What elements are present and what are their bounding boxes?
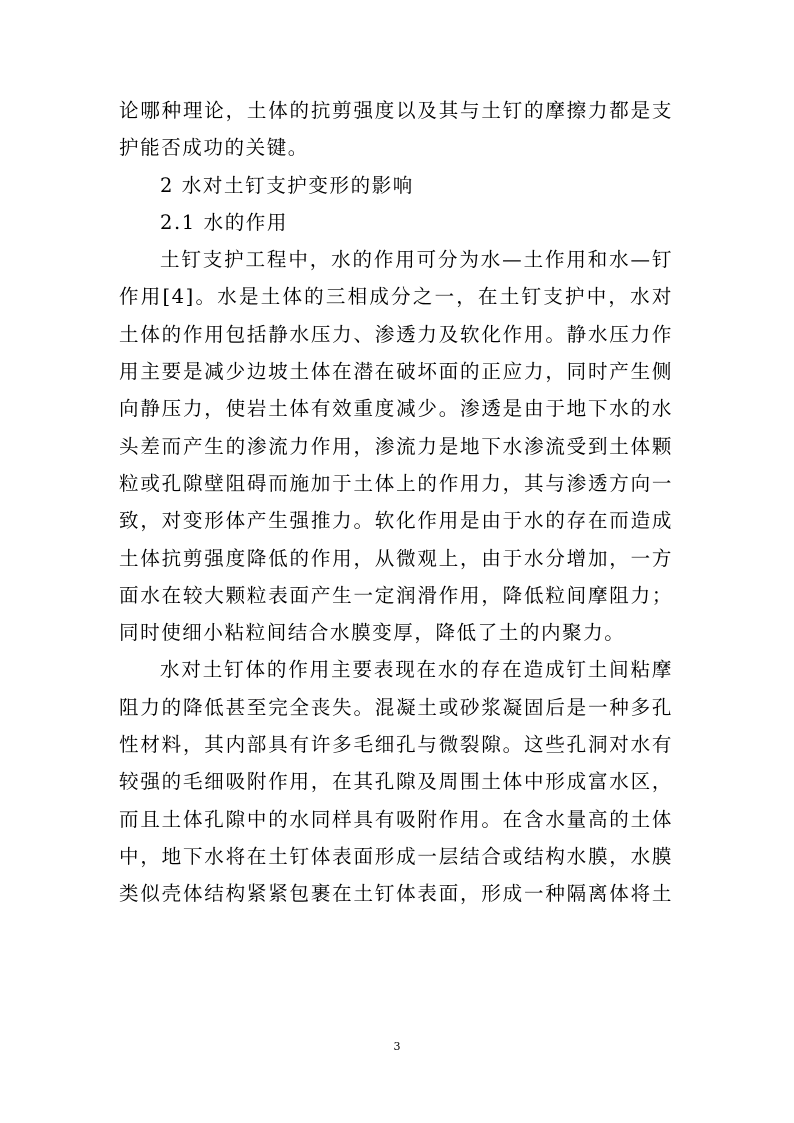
text-line: 粒或孔隙壁阻碍而施加于土体上的作用力，其与渗透方向一	[119, 471, 673, 495]
text-line: 而且土体孔隙中的水同样具有吸附作用。在含水量高的土体	[119, 807, 673, 831]
text-line: 类似壳体结构紧紧包裹在土钉体表面，形成一种隔离体将土	[119, 882, 673, 906]
text-line: 土体抗剪强度降低的作用，从微观上，由于水分增加，一方	[119, 546, 673, 570]
text-line: 论哪种理论，土体的抗剪强度以及其与土钉的摩擦力都是支	[119, 99, 673, 122]
subsection-heading: 2.1 水的作用	[160, 210, 289, 234]
text-line: 致，对变形体产生强推力。软化作用是由于水的存在而造成	[119, 509, 673, 533]
page-number: 3	[393, 1040, 401, 1053]
text-line: 护能否成功的关键。	[119, 136, 309, 160]
text-line: 同时使细小粘粒间结合水膜变厚，降低了土的内聚力。	[119, 621, 626, 645]
body-text	[119, 92, 673, 913]
text-line: 中，地下水将在土钉体表面形成一层结合或结构水膜，水膜	[119, 844, 673, 868]
text-line: 水对土钉体的作用主要表现在水的存在造成钉土间粘摩	[160, 658, 673, 682]
text-line: 土体的作用包括静水压力、渗透力及软化作用。静水压力作	[119, 322, 673, 346]
text-line: 较强的毛细吸附作用，在其孔隙及周围土体中形成富水区，	[119, 770, 673, 794]
text-line: 作用[4]。水是土体的三相成分之一，在土钉支护中，水对	[119, 285, 673, 309]
text-line: 用主要是减少边坡土体在潜在破坏面的正应力，同时产生侧	[119, 360, 673, 384]
text-line: 面水在较大颗粒表面产生一定润滑作用，降低粒间摩阻力；	[119, 583, 673, 607]
text-line: 头差而产生的渗流力作用，渗流力是地下水渗流受到土体颗	[119, 434, 673, 458]
text-line: 土钉支护工程中，水的作用可分为水—土作用和水—钉	[160, 248, 673, 272]
text-line: 向静压力，使岩土体有效重度减少。渗透是由于地下水的水	[119, 397, 673, 421]
text-line: 性材料，其内部具有许多毛细孔与微裂隙。这些孔洞对水有	[119, 733, 673, 757]
text-line: 阻力的降低甚至完全丧失。混凝土或砂浆凝固后是一种多孔	[119, 695, 673, 719]
section-heading: 2 水对土钉支护变形的影响	[160, 173, 414, 197]
